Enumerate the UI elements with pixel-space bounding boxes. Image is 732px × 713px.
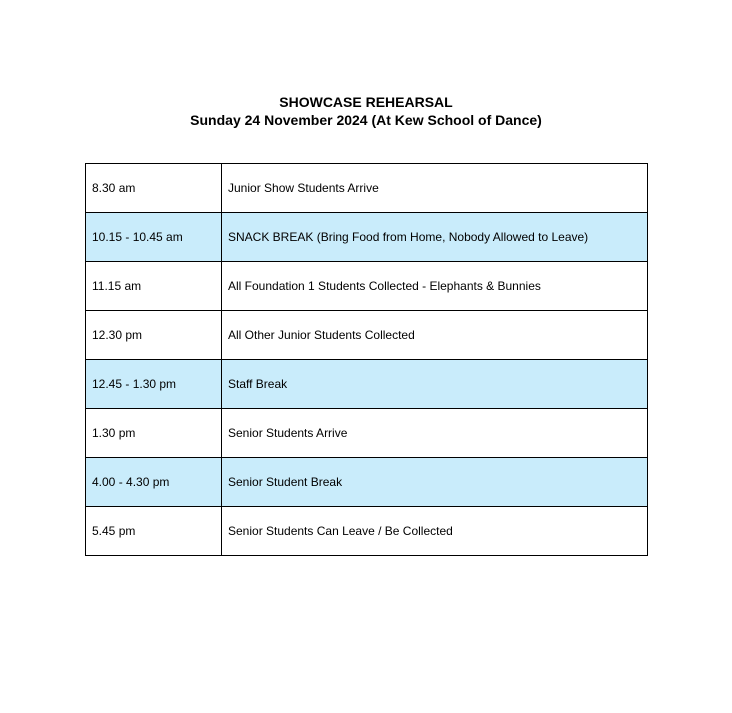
schedule-event: Senior Students Can Leave / Be Collected [222, 507, 648, 556]
document-heading [0, 93, 732, 129]
schedule-row [86, 507, 648, 556]
schedule-row [86, 213, 648, 262]
schedule-row [86, 164, 648, 213]
schedule-row [86, 409, 648, 458]
document-subtitle: Sunday 24 November 2024 (At Kew School of Dance) [190, 112, 542, 128]
schedule-event: Junior Show Students Arrive [222, 164, 648, 213]
schedule-event: Senior Students Arrive [222, 409, 648, 458]
schedule-time: 12.30 pm [86, 311, 222, 360]
schedule-row [86, 360, 648, 409]
schedule-time: 10.15 - 10.45 am [86, 213, 222, 262]
schedule-event: Senior Student Break [222, 458, 648, 507]
schedule-row [86, 262, 648, 311]
schedule-event: All Other Junior Students Collected [222, 311, 648, 360]
schedule-time: 4.00 - 4.30 pm [86, 458, 222, 507]
schedule-time: 11.15 am [86, 262, 222, 311]
document-title: SHOWCASE REHEARSAL [279, 94, 453, 110]
schedule-event: All Foundation 1 Students Collected - Elephants & Bunnies [222, 262, 648, 311]
schedule-row [86, 458, 648, 507]
schedule-event: Staff Break [222, 360, 648, 409]
schedule-row [86, 311, 648, 360]
schedule-time: 1.30 pm [86, 409, 222, 458]
schedule-time: 12.45 - 1.30 pm [86, 360, 222, 409]
schedule-time: 8.30 am [86, 164, 222, 213]
schedule-table [85, 163, 648, 556]
schedule-event: SNACK BREAK (Bring Food from Home, Nobody Allowed to Leave) [222, 213, 648, 262]
schedule-time: 5.45 pm [86, 507, 222, 556]
